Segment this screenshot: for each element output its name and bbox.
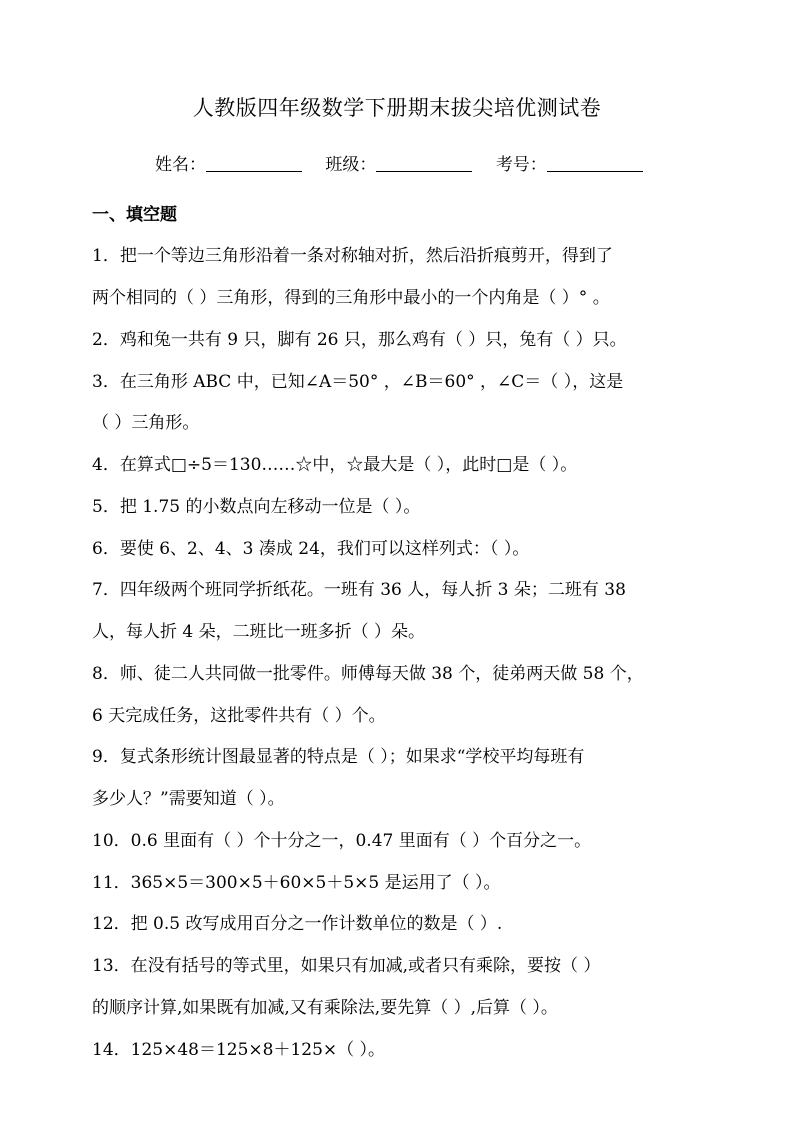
page-title: 人教版四年级数学下册期末拔尖培优测试卷 (192, 96, 602, 120)
question-line: 6 天完成任务，这批零件共有（ ）个。 (92, 706, 386, 726)
exam-no-label: 考号： (495, 155, 547, 175)
question-line: 13．在没有括号的等式里，如果只有加减,或者只有乘除，要按（ ） (92, 956, 601, 976)
question-line: 12．把 0.5 改写成用百分之一作计数单位的数是（ ）. (92, 914, 503, 934)
question-line: 2．鸡和兔一共有 9 只，脚有 26 只，那么鸡有（ ）只，兔有（ ）只。 (92, 330, 627, 350)
question-line: 6．要使 6、2、4、3 凑成 24，我们可以这样列式：（ ）。 (92, 539, 530, 559)
class-field (325, 150, 472, 180)
section-heading-fill-in: 一、填空题 (92, 205, 177, 225)
name-blank-line[interactable] (206, 153, 302, 172)
question-line: 5．把 1.75 的小数点向左移动一位是（ ）。 (92, 497, 421, 517)
question-line: 的顺序计算,如果既有加减,又有乘除法,要先算（ ）,后算（ ）。 (92, 998, 558, 1018)
question-line: 3．在三角形 ABC 中，已知∠A＝50° ，∠B＝60° ，∠C＝（ ），这是 (92, 372, 624, 392)
question-line: 14．125×48＝125×8＋125×（ ）。 (92, 1040, 386, 1060)
question-line: 4．在算式□÷5＝130……☆中，☆最大是（ ），此时□是（ ）。 (92, 455, 578, 475)
question-line: 9．复式条形统计图最显著的特点是（ ）；如果求“学校平均每班有 (92, 747, 585, 767)
question-line: 11．365×5＝300×5＋60×5＋5×5 是运用了（ ）。 (92, 873, 501, 893)
name-label: 姓名： (155, 155, 206, 175)
question-line: 多少人？”需要知道（ ）。 (92, 789, 285, 809)
student-info-row (155, 150, 661, 180)
exam-no-blank-line[interactable] (547, 153, 643, 172)
name-field (155, 150, 302, 180)
question-line: 1．把一个等边三角形沿着一条对称轴对折，然后沿折痕剪开，得到了 (92, 246, 613, 266)
question-line: 两个相同的（ ）三角形，得到的三角形中最小的一个内角是（ ）° 。 (92, 288, 610, 308)
class-label: 班级： (325, 155, 377, 175)
question-line: 10．0.6 里面有（ ）个十分之一，0.47 里面有（ ）个百分之一。 (92, 831, 592, 851)
question-line: （ ）三角形。 (92, 413, 200, 433)
question-line: 8．师、徒二人共同做一批零件。师傅每天做 38 个，徒弟两天做 58 个， (92, 664, 644, 684)
class-blank-line[interactable] (376, 153, 472, 172)
question-line: 人，每人折 4 朵，二班比一班多折（ ）朵。 (92, 622, 426, 642)
exam-no-field (496, 150, 643, 180)
question-line: 7．四年级两个班同学折纸花。一班有 36 人，每人折 3 朵；二班有 38 (92, 580, 626, 600)
